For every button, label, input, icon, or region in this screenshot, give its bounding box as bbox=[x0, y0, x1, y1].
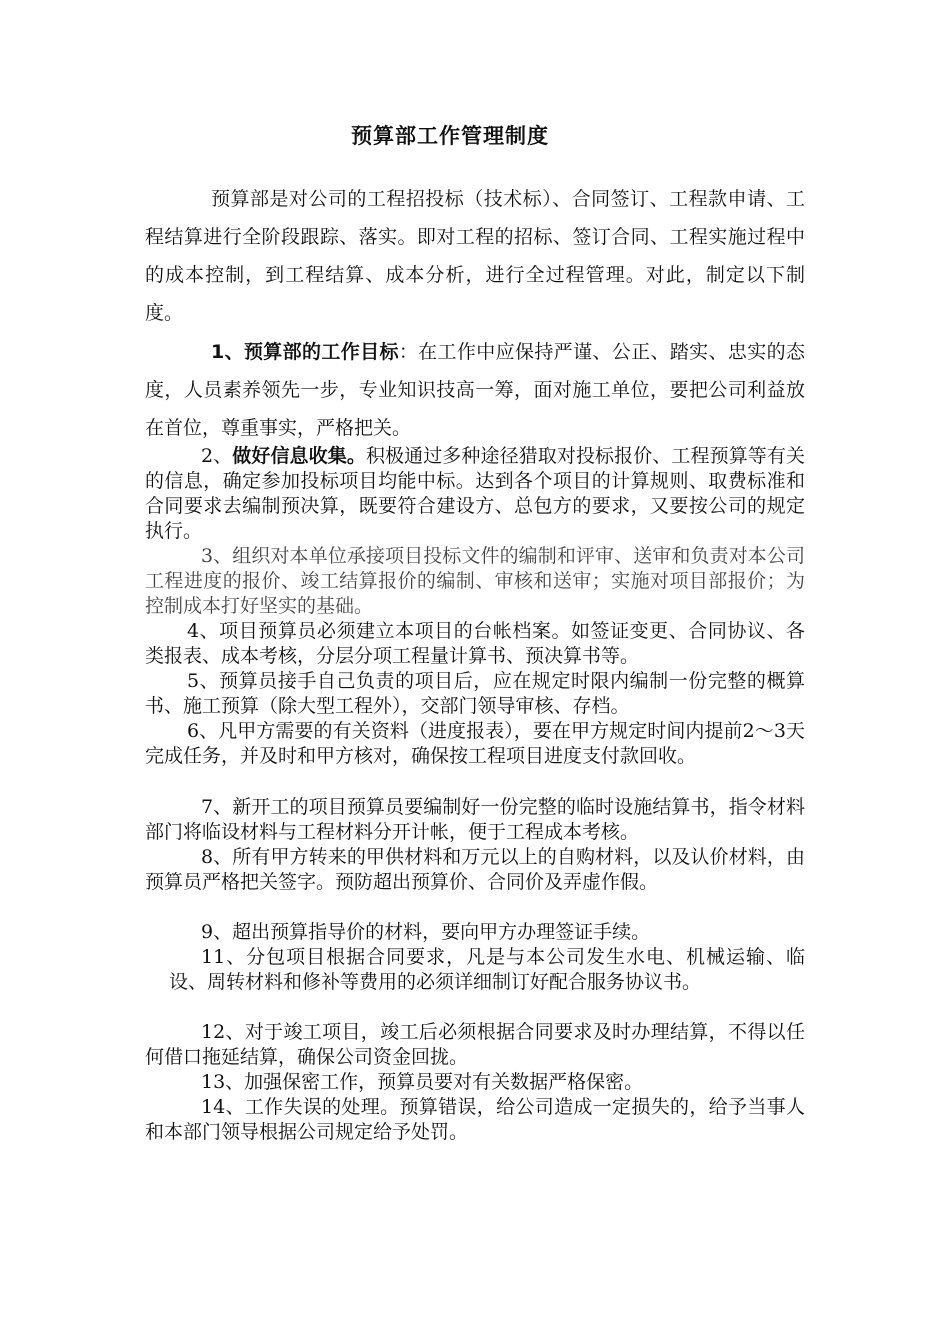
intro-paragraph: 预算部是对公司的工程招投标（技术标）、合同签订、工程款申请、工程结算进行全阶段跟踪、落实。即对工程的招标、签订合同、工程实施过程中的成本控制，到工程结算、成本分析，进行全过程管理。对此，制定以下制度。 bbox=[145, 188, 805, 324]
item-2-text: 积极通过多种途径猎取对投标报价、工程预算等有关的信息，确定参加投标项目均能中标。达到各个项目的计算规则、取费标准和合同要求去编制预决算，既要符合建设方、总包方的要求，又要按公司的规定执行。 bbox=[145, 445, 805, 542]
item-1-heading: 预算部的工作目标 bbox=[243, 341, 399, 363]
item-1-number: 1、 bbox=[211, 341, 244, 363]
item-2-number: 2、 bbox=[201, 445, 233, 467]
item-8-paragraph: 8、所有甲方转来的甲供材料和万元以上的自购材料，以及认价材料，由预算员严格把关签字。预防超出预算价、合同价及弄虚作假。 bbox=[145, 846, 805, 893]
item-9-paragraph: 9、超出预算指导价的材料，要向甲方办理签证手续。 bbox=[201, 921, 651, 943]
item-1-paragraph bbox=[145, 333, 805, 447]
item-2-heading: 做好信息收集。 bbox=[232, 445, 366, 467]
item-3-paragraph: 3、组织对本单位承接项目投标文件的编制和评审、送审和负责对本公司工程进度的报价、竣工结算报价的编制、审核和送审；实施对项目部报价；为控制成本打好坚实的基础。 bbox=[145, 545, 805, 617]
item-1-text: ：在工作中应保持严谨、公正、踏实、忠实的态度，人员素养领先一步，专业知识技高一筹，面对施工单位，要把公司利益放在首位，尊重事实，严格把关。 bbox=[145, 341, 805, 439]
item-13-paragraph: 13、加强保密工作，预算员要对有关数据严格保密。 bbox=[201, 1071, 644, 1093]
item-6-paragraph: 6、凡甲方需要的有关资料（进度报表），要在甲方规定时间内提前2～3天完成任务，并及时和甲方核对，确保按工程项目进度支付款回收。 bbox=[145, 720, 805, 767]
item-11-paragraph: 11、分包项目根据合同要求，凡是与本公司发生水电、机械运输、临设、周转材料和修补等费用的必须详细制订好配合服务协议书。 bbox=[169, 946, 805, 993]
item-5-paragraph: 5、预算员接手自己负责的项目后，应在规定时限内编制一份完整的概算书、施工预算（除大型工程外），交部门领导审核、存档。 bbox=[145, 670, 805, 717]
item-2-paragraph bbox=[145, 444, 805, 544]
document-title: 预算部工作管理制度 bbox=[351, 124, 549, 148]
item-14-paragraph: 14、工作失误的处理。预算错误，给公司造成一定损失的，给予当事人和本部门领导根据公司规定给予处罚。 bbox=[145, 1096, 805, 1143]
item-7-paragraph: 7、新开工的项目预算员要编制好一份完整的临时设施结算书，指令材料部门将临设材料与工程材料分开计帐，便于工程成本考核。 bbox=[145, 796, 805, 843]
item-12-paragraph: 12、对于竣工项目，竣工后必须根据合同要求及时办理结算，不得以任何借口拖延结算，确保公司资金回拢。 bbox=[145, 1021, 805, 1068]
item-4-paragraph: 4、项目预算员必须建立本项目的台帐档案。如签证变更、合同协议、各类报表、成本考核，分层分项工程量计算书、预决算书等。 bbox=[145, 620, 805, 667]
